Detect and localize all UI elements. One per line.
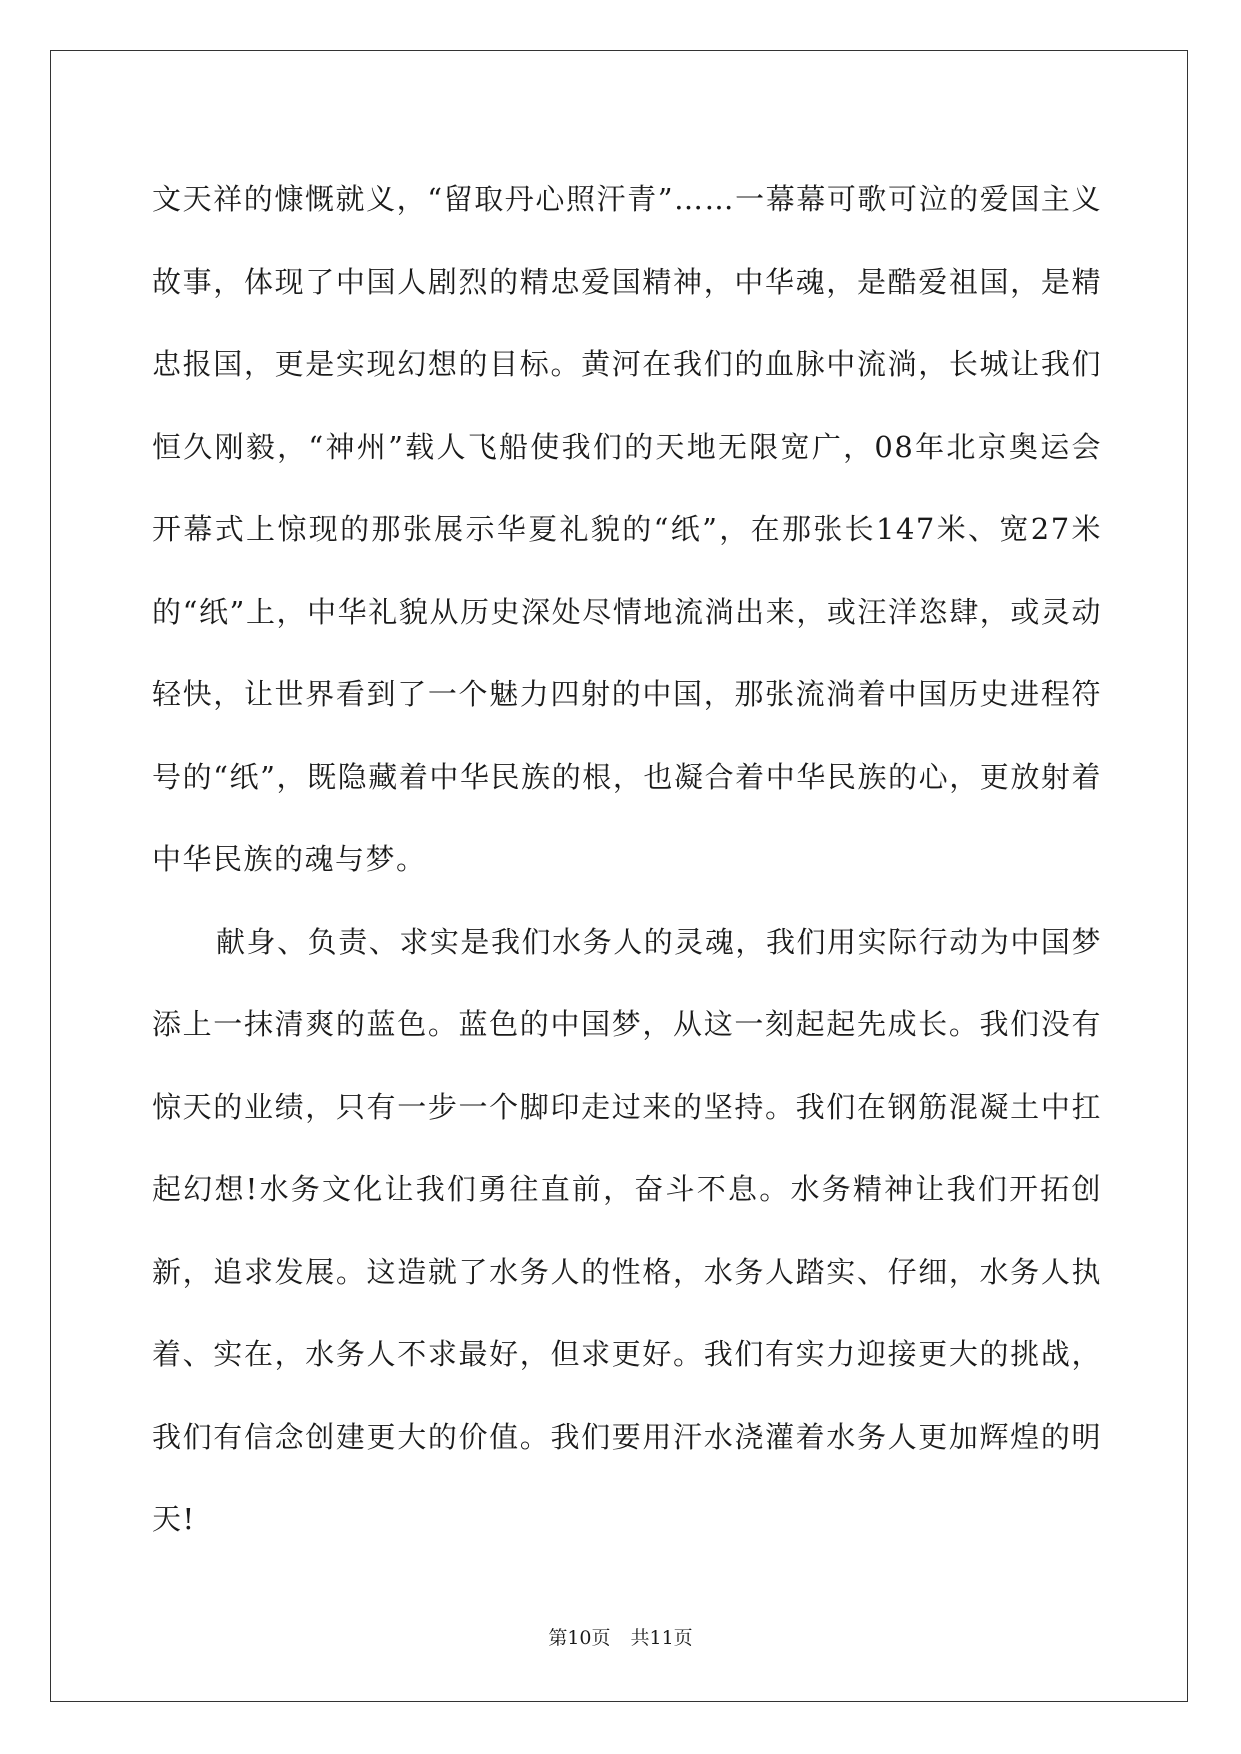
paragraph-2: 献身、负责、求实是我们水务人的灵魂，我们用实际行动为中国梦添上一抹清爽的蓝色。蓝色的中国梦，从这一刻起起先成长。我们没有惊天的业绩，只有一步一个脚印走过来的坚持。我们在钢筋混凝土中扛起幻想!水务文化让我们勇往直前，奋斗不息。水务精神让我们开拓创新，追求发展。这造就了水务人的性格，水务人踏实、仔细，水务人执着、实在，水务人不求最好，但求更好。我们有实力迎接更大的挑战，我们有信念创建更大的价值。我们要用汗水浇灌着水务人更加辉煌的明天! (152, 924, 1102, 1536)
page-footer (0, 1623, 1241, 1650)
current-page-number: 第10页 (548, 1627, 611, 1649)
paragraph-1: 文天祥的慷慨就义，“留取丹心照汗青”……一幕幕可歌可泣的爱国主义故事，体现了中国人剧烈的精忠爱国精神，中华魂，是酷爱祖国，是精忠报国，更是实现幻想的目标。黄河在我们的血脉中流淌，长城让我们恒久刚毅，“神州”载人飞船使我们的天地无限宽广，08年北京奥运会开幕式上惊现的那张展示华夏礼貌的“纸”，在那张长147米、宽27米的“纸”上，中华礼貌从历史深处尽情地流淌出来，或汪洋恣肆，或灵动轻快，让世界看到了一个魅力四射的中国，那张流淌着中国历史进程符号的“纸”，既隐藏着中华民族的根，也凝合着中华民族的心，更放射着中华民族的魂与梦。 (152, 182, 1102, 876)
document-body (152, 158, 1102, 1561)
total-page-count: 共11页 (630, 1627, 693, 1649)
